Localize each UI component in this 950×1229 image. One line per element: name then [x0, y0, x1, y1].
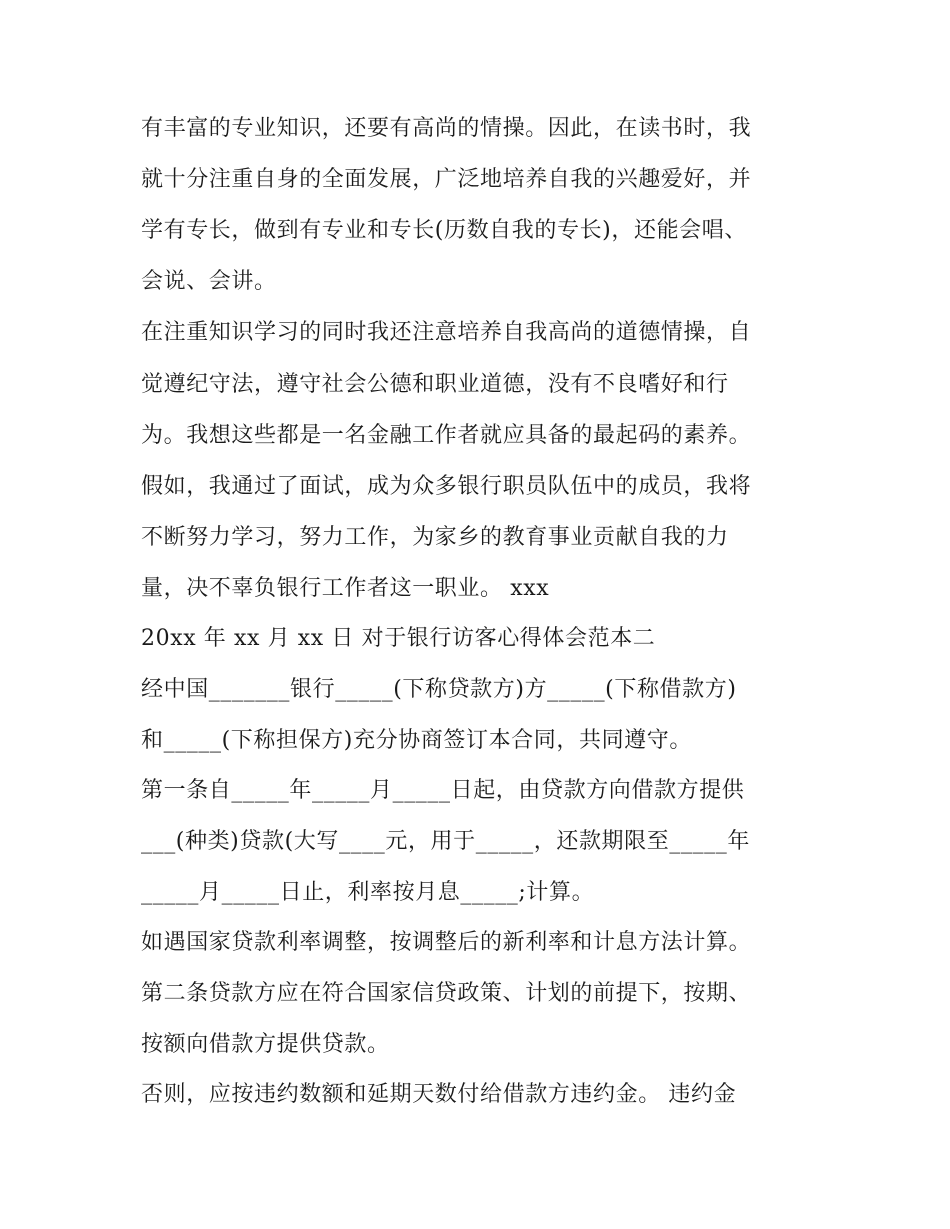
text-line-12: 经中国_______银行_____(下称贷款方)方_____(下称借款方): [141, 677, 737, 702]
text-line-1: 有丰富的专业知识，还要有高尚的情操。因此，在读书时，我: [141, 116, 752, 141]
text-line-6: 觉遵纪守法，遵守社会公德和职业道德，没有不良嗜好和行: [141, 372, 729, 397]
text-line-3: 学有专长，做到有专业和专长(历数自我的专长)，还能会唱、: [141, 218, 747, 243]
text-line-13: 和_____(下称担保方)充分协商签订本合同，共同遵守。: [141, 728, 692, 753]
text-line-17: 如遇国家贷款利率调整，按调整后的新利率和计息方法计算。: [141, 930, 752, 955]
text-line-7: 为。我想这些都是一名金融工作者就应具备的最起码的素养。: [141, 423, 752, 448]
text-line-16: _____月_____日止，利率按月息_____;计算。: [141, 880, 595, 905]
text-line-4: 会说、会讲。: [141, 269, 277, 294]
text-line-15: ___(种类)贷款(大写____元，用于_____，还款期限至_____年: [141, 829, 750, 854]
text-line-8: 假如，我通过了面试，成为众多银行职员队伍中的成员，我将: [141, 474, 752, 499]
text-line-20: 否则，应按违约数额和延期天数付给借款方违约金。 违约金: [141, 1082, 737, 1107]
text-line-19: 按额向借款方提供贷款。: [141, 1032, 390, 1057]
text-line-10: 量，决不辜负银行工作者这一职业。 xxx: [141, 576, 550, 601]
text-line-18: 第二条贷款方应在符合国家信贷政策、计划的前提下，按期、: [141, 981, 752, 1006]
text-line-9: 不断努力学习，努力工作，为家乡的教育事业贡献自我的力: [141, 525, 729, 550]
text-line-2: 就十分注重自身的全面发展，广泛地培养自我的兴趣爱好，并: [141, 167, 752, 192]
text-line-5: 在注重知识学习的同时我还注意培养自我高尚的道德情操，自: [141, 320, 752, 345]
text-line-14: 第一条自_____年_____月_____日起，由贷款方向借款方提供: [141, 778, 745, 803]
text-line-11: 20xx 年 xx 月 xx 日 对于银行访客心得体会范本二: [141, 626, 656, 651]
